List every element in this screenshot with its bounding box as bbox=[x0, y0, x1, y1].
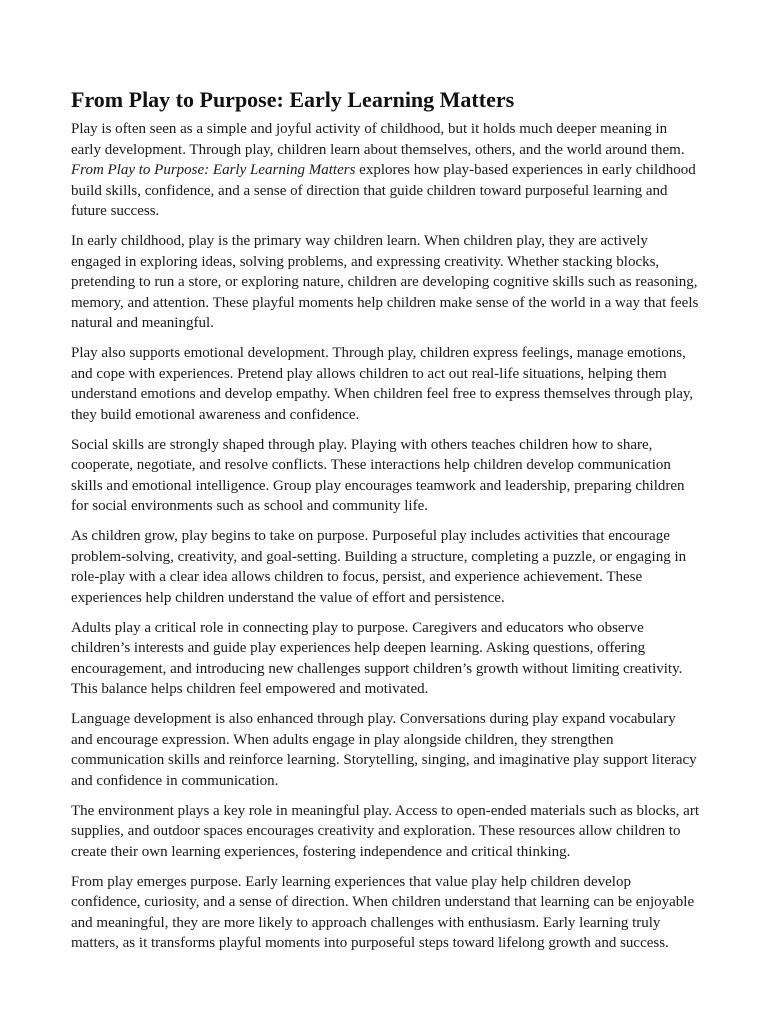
body-paragraph: In early childhood, play is the primary way children learn. When children play, they are actively engaged in exploring ideas, solving problems, and expressing creativity. Whether stacking blocks, pretending to run a store, or exploring nature, children are developing cognitive skills such as reasoning, memory, and attention. These playful moments help children make sense of the world in a way that feels natural and meaningful. bbox=[71, 233, 699, 331]
body-paragraph: Social skills are strongly shaped through play. Playing with others teaches children how to share, cooperate, negotiate, and resolve conflicts. These interactions help children develop communication skills and emotional intelligence. Group play encourages teamwork and leadership, preparing children for social environments such as school and community life. bbox=[71, 436, 685, 514]
intro-text-before: Play is often seen as a simple and joyful activity of childhood, but it holds much deeper meaning in early development. Through play, children learn about themselves, others, and the world around them. bbox=[71, 121, 685, 158]
intro-paragraph bbox=[71, 119, 699, 222]
body-paragraph: Play also supports emotional development. Through play, children express feelings, manage emotions, and cope with experiences. Pretend play allows children to act out real-life situations, helping them understand emotions and develop empathy. When children feel free to express themselves through play, they build emotional awareness and confidence. bbox=[71, 345, 694, 423]
body-paragraph: Language development is also enhanced through play. Conversations during play expand vocabulary and encourage expression. When adults engage in play alongside children, they strengthen communication skills and reinforce learning. Storytelling, singing, and imaginative play support literacy and confidence in communication. bbox=[71, 711, 697, 789]
document-page bbox=[71, 86, 699, 963]
document-title: From Play to Purpose: Early Learning Matters bbox=[71, 87, 515, 112]
body-paragraph: Adults play a critical role in connecting play to purpose. Caregivers and educators who observe children’s interests and guide play experiences help deepen learning. Asking questions, offering encouragement, and introducing new challenges support children’s growth without limiting creativity. This balance helps children feel empowered and motivated. bbox=[71, 619, 683, 697]
body-paragraph: The environment plays a key role in meaningful play. Access to open-ended materials such as blocks, art supplies, and outdoor spaces encourages creativity and exploration. These resources allow children to create their own learning experiences, fostering independence and critical thinking. bbox=[71, 802, 700, 860]
body-paragraph: From play emerges purpose. Early learning experiences that value play help children develop confidence, curiosity, and a sense of direction. When children understand that learning can be enjoyable and meaningful, they are more likely to approach challenges with enthusiasm. Early learning truly matters, as it transforms playful moments into purposeful steps toward lifelong growth and success. bbox=[71, 873, 695, 951]
intro-text-after: explores how play-based experiences in early childhood build skills, confidence, and a sense of direction that guide children toward purposeful learning and future success. bbox=[71, 162, 696, 219]
intro-italic-title: From Play to Purpose: Early Learning Matters bbox=[71, 162, 356, 178]
body-paragraph: As children grow, play begins to take on purpose. Purposeful play includes activities that encourage problem-solving, creativity, and goal-setting. Building a structure, completing a puzzle, or engaging in role-play with a clear idea allows children to focus, persist, and experience achievement. These experiences help children understand the value of effort and persistence. bbox=[71, 528, 687, 606]
